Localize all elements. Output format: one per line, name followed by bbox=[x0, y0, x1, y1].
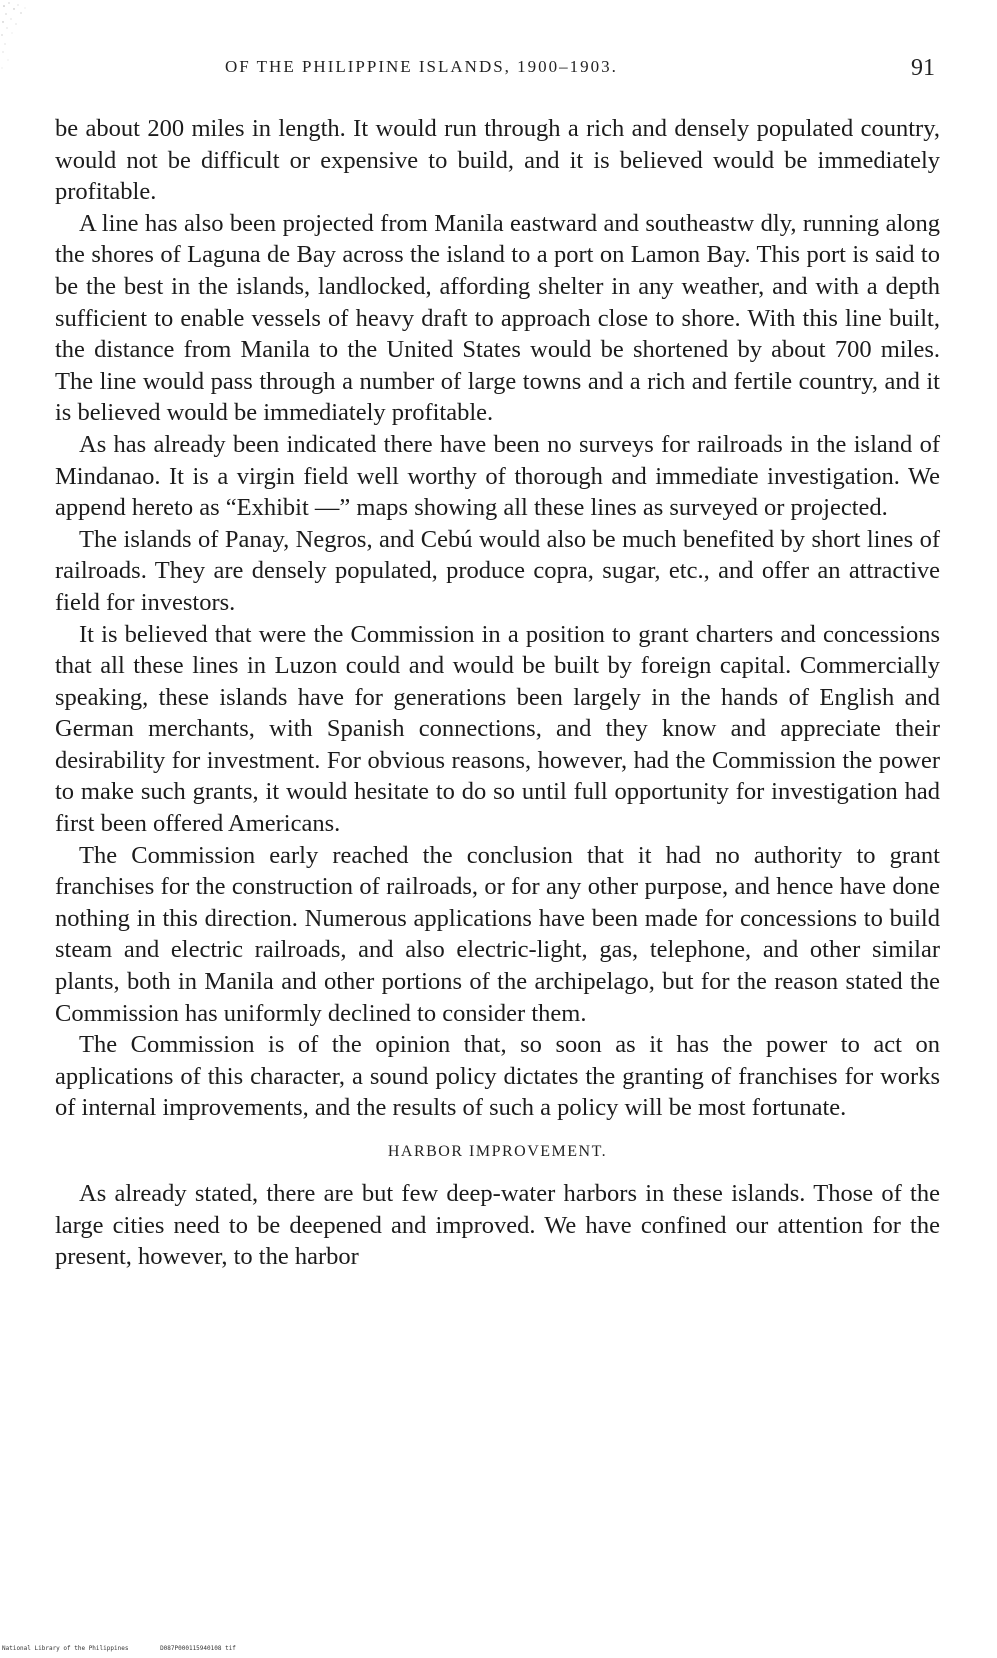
paragraph: As already stated, there are but few deep-water harbors in these islands. Those of the large cities need to be deepened and improved. We have confined our attention for the present, however, to the harbor bbox=[55, 1180, 940, 1271]
running-head: OF THE PHILIPPINE ISLANDS, 1900–1903. bbox=[225, 57, 618, 76]
page-header bbox=[60, 55, 940, 87]
footer-library: National Library of the Philippines bbox=[2, 1645, 129, 1652]
body-text bbox=[55, 113, 940, 1273]
page-number: 91 bbox=[911, 55, 935, 81]
paragraph: It is believed that were the Commission in a position to grant charters and concessions that all these lines in Luzon could and would be built by foreign capital. Commercially speaking, these islands have for generations been largely in the hands of English and German merchants, with Spanish connections, and they know and appreciate their desirability for investment. For obvious reasons, however, had the Commission the power to make such grants, it would hesitate to do so until full opportunity for investigation had first been offered Americans. bbox=[55, 620, 940, 838]
scan-speckle-mark bbox=[0, 0, 48, 80]
paragraph: The Commission early reached the conclusion that it had no authority to grant franchises for the construction of railroads, or for any other purpose, and hence have done nothing in this direction. Numerous applications have been made for concessions to build steam and electric railroads, and also electric-light, gas, telephone, and other similar plants, both in Manila and other portions of the archipelago, but for the reason stated the Commission has uniformly declined to consider them. bbox=[55, 841, 940, 1027]
paragraph: The islands of Panay, Negros, and Cebú would also be much benefited by short lines of railroads. They are densely populated, produce copra, sugar, etc., and offer an attractive field for investors. bbox=[55, 525, 940, 616]
paragraph: be about 200 miles in length. It would run through a rich and densely populated country, would not be difficult or expensive to build, and it is believed would be immediately profitable. bbox=[55, 115, 940, 206]
paragraph: A line has also been projected from Manila eastward and southeastw dly, running along the shores of Laguna de Bay across the island to a port on Lamon Bay. This port is said to be the best in the islands, landlocked, affording shelter in any weather, and with a depth sufficient to enable vessels of heavy draft to approach close to shore. With this line built, the distance from Manila to the United States would be shortened by about 700 miles. The line would pass through a number of large towns and a rich and fertile country, and it is believed would be immediately profitable. bbox=[55, 209, 940, 427]
scan-footer bbox=[2, 1645, 264, 1652]
section-heading: HARBOR IMPROVEMENT. bbox=[387, 1143, 608, 1160]
paragraph: The Commission is of the opinion that, so soon as it has the power to act on applications of this character, a sound policy dictates the granting of franchises for works of internal improvements, and the results of such a policy will be most fortunate. bbox=[55, 1031, 940, 1122]
paragraph: As has already been indicated there have been no surveys for railroads in the island of Mindanao. It is a virgin field well worthy of thorough and immediate investigation. We append hereto as “Exhibit —” maps showing all these lines as surveyed or projected. bbox=[55, 430, 940, 522]
footer-file-id: D087P000115940108 tif bbox=[160, 1645, 236, 1652]
